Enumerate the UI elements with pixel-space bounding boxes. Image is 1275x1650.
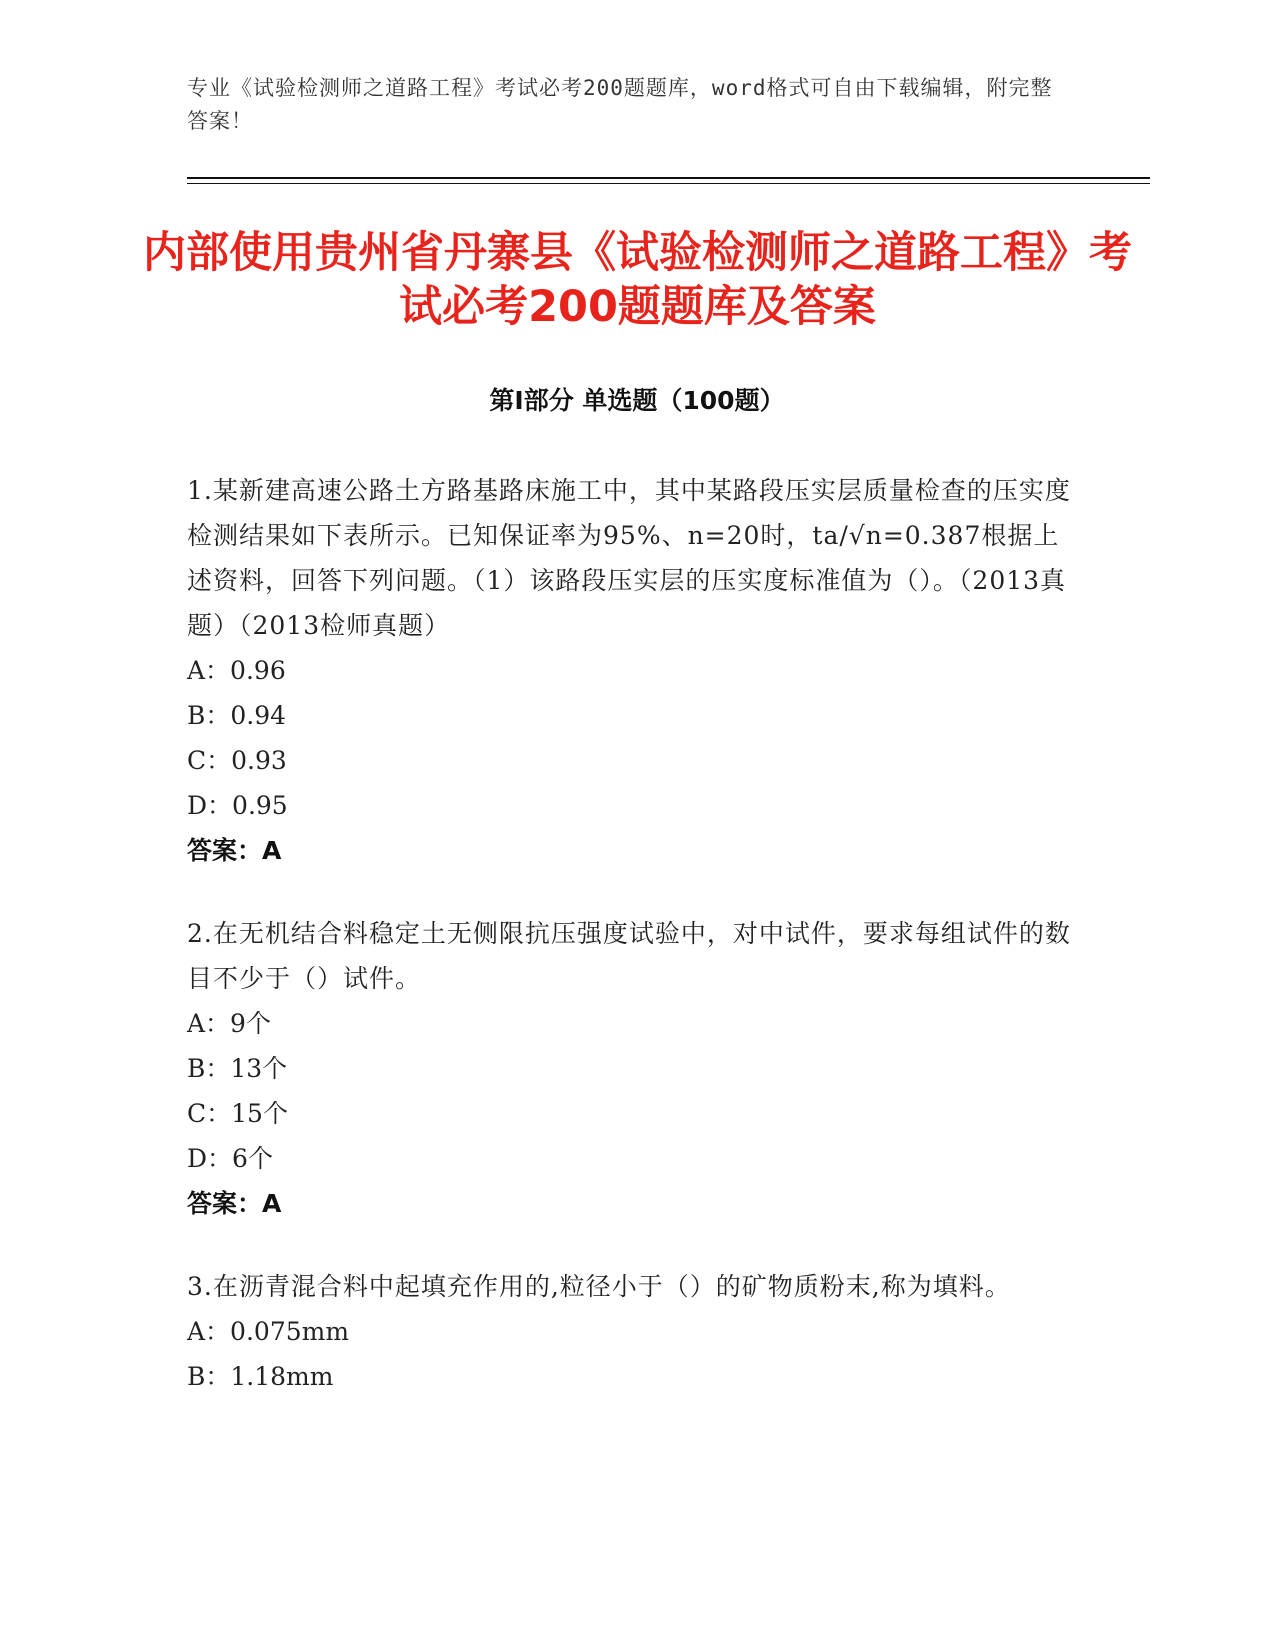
option-d: D：0.95 (187, 791, 288, 820)
question-1 (187, 468, 1077, 873)
question-2 (187, 911, 1077, 1226)
option-c: C：15个 (187, 1099, 288, 1128)
section-heading: 第I部分 单选题（100题） (489, 386, 785, 415)
question-stem: 2.在无机结合料稳定土无侧限抗压强度试验中，对中试件，要求每组试件的数目不少于（）试件。 (187, 919, 1071, 993)
option-a: A：0.075mm (187, 1317, 350, 1346)
option-a: A：0.96 (187, 656, 286, 685)
question-3 (187, 1264, 1077, 1399)
header-divider (187, 177, 1150, 179)
option-b: B：1.18mm (187, 1362, 334, 1391)
answer-line: 答案：A (187, 836, 282, 865)
option-a: A：9个 (187, 1009, 271, 1038)
option-d: D：6个 (187, 1144, 273, 1173)
option-b: B：13个 (187, 1054, 288, 1083)
header-divider-thin (187, 183, 1150, 184)
option-b: B：0.94 (187, 701, 287, 730)
document-title: 内部使用贵州省丹寨县《试验检测师之道路工程》考试必考200题题库及答案 (143, 228, 1132, 332)
answer-line: 答案：A (187, 1189, 282, 1218)
question-list (187, 468, 1077, 1437)
question-stem: 1.某新建高速公路土方路基路床施工中，其中某路段压实层质量检查的压实度检测结果如下表所示。已知保证率为95%、n=20时，ta/√n=0.387根据上述资料，回答下列问题。（1）该路段压实层的压实度标准值为（）。（2013真题）（2013检师真题） (187, 476, 1071, 640)
option-c: C：0.93 (187, 746, 287, 775)
header-note: 专业《试验检测师之道路工程》考试必考200题题库，word格式可自由下载编辑，附完整答案！ (187, 76, 1053, 133)
question-stem: 3.在沥青混合料中起填充作用的,粒径小于（）的矿物质粉末,称为填料。 (187, 1272, 1011, 1301)
